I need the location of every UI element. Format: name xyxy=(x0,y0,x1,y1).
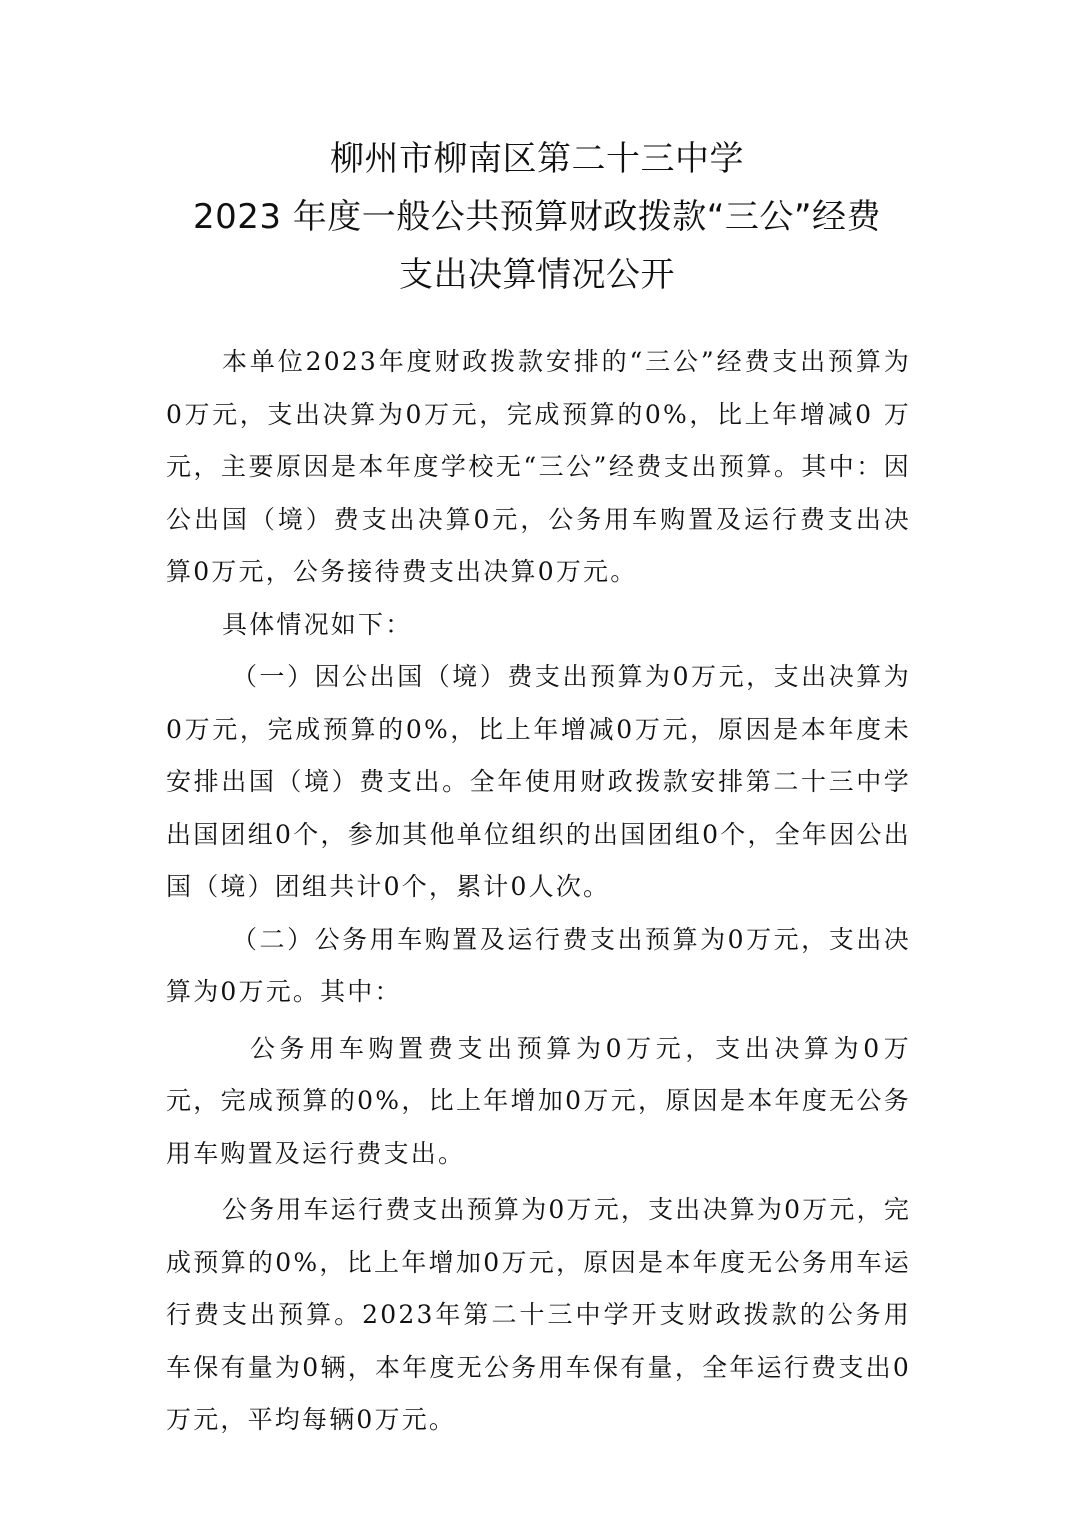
paragraph-details-intro: 具体情况如下： xyxy=(222,609,413,639)
title-line-disclosure: 支出决算情况公开 xyxy=(399,255,675,295)
paragraph-overseas-travel: （一）因公出国（境）费支出预算为0万元，支出决算为0万元，完成预算的0%，比上年增减0万元，原因是本年度未安排出国（境）费支出。全年使用财政拨款安排第二十三中学出国团组0个，参加其他单位组织的出国团组0个，全年因公出国（境）团组共计0个，累计0人次。 xyxy=(166,662,911,901)
paragraph-vehicle-purchase: 公务用车购置费支出预算为0万元，支出决算为0万元，完成预算的0%，比上年增加0万元，原因是本年度无公务用车购置及运行费支出。 xyxy=(166,1033,911,1168)
title-line-subject: 2023 年度一般公共预算财政拨款“三公”经费 xyxy=(192,197,882,237)
document-title xyxy=(120,130,954,304)
paragraph-summary: 本单位2023年度财政拨款安排的“三公”经费支出预算为0万元，支出决算为0万元，完成预算的0%，比上年增减0 万元，主要原因是本年度学校无“三公”经费支出预算。其中：因公出国（境）费支出决算0元，公务用车购置及运行费支出决算0万元，公务接待费支出决算0万元。 xyxy=(166,347,911,586)
document-body xyxy=(166,336,911,1447)
paragraph-vehicle-total: （二）公务用车购置及运行费支出预算为0万元，支出决算为0万元。其中： xyxy=(166,924,911,1006)
paragraph-vehicle-operation: 公务用车运行费支出预算为0万元，支出决算为0万元，完成预算的0%，比上年增加0万元，原因是本年度无公务用车运行费支出预算。2023年第二十三中学开支财政拨款的公务用车保有量为0辆，本年度无公务用车保有量，全年运行费支出0万元，平均每辆0万元。 xyxy=(166,1195,912,1434)
title-line-school: 柳州市柳南区第二十三中学 xyxy=(330,139,744,179)
